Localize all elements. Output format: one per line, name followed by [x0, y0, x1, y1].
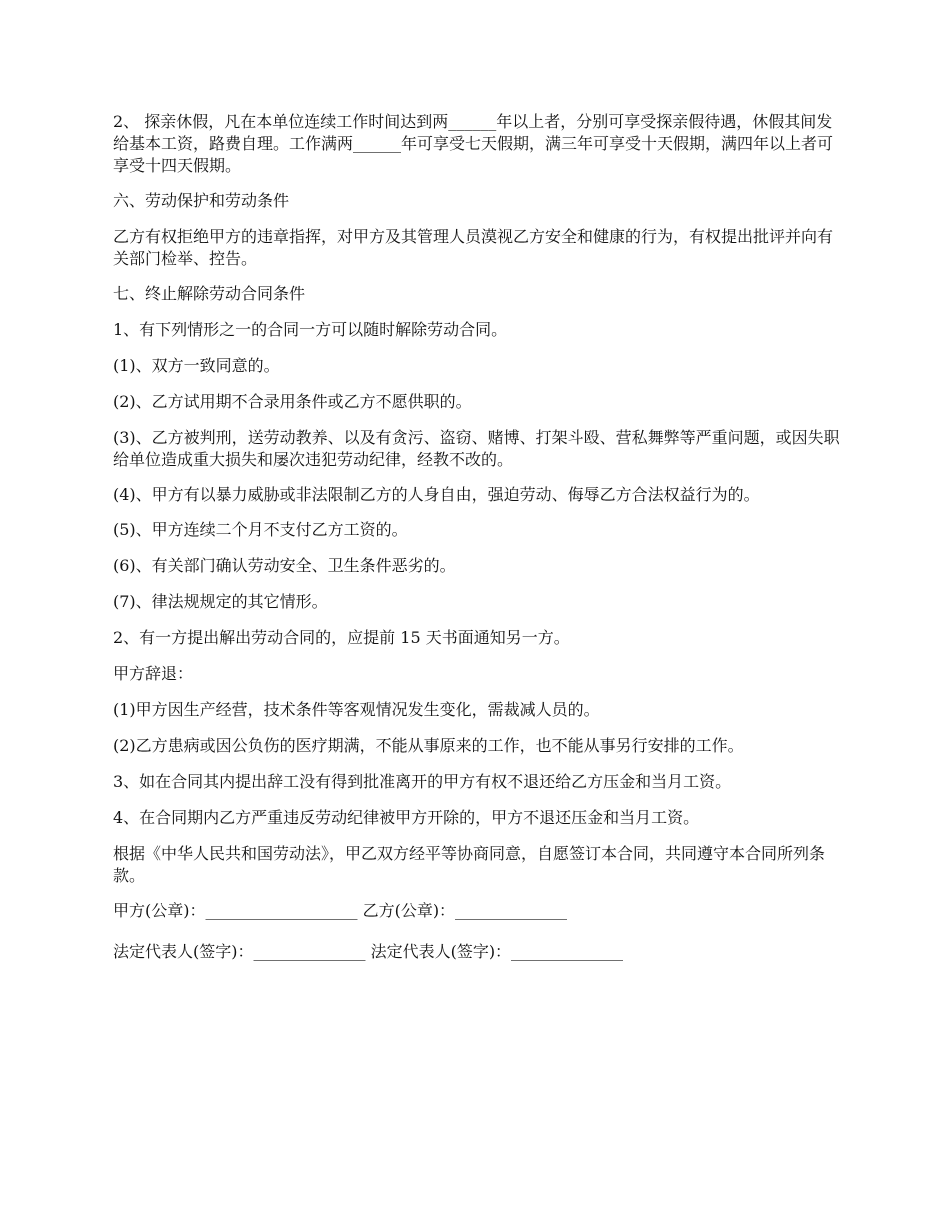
section-heading-termination: 七、终止解除劳动合同条件	[113, 284, 306, 303]
paragraph-termination-intro: 1、有下列情形之一的合同一方可以随时解除劳动合同。	[113, 320, 508, 339]
document-body	[113, 111, 841, 982]
dismissal-item-2: (2)乙方患病或因公负伤的医疗期满，不能从事原来的工作，也不能从事另行安排的工作。	[113, 736, 744, 755]
list-item-3: (3)、乙方被判刑，送劳动教养、以及有贪污、盗窃、赌博、打架斗殴、营私舞弊等严重问题，或因失职给单位造成重大损失和屡次违犯劳动纪律，经教不改的。	[113, 428, 840, 469]
list-item-4: (4)、甲方有以暴力威胁或非法限制乙方的人身自由，强迫劳动、侮辱乙方合法权益行为的。	[113, 485, 760, 504]
list-item-6: (6)、有关部门确认劳动安全、卫生条件恶劣的。	[113, 556, 456, 575]
list-item-1: (1)、双方一致同意的。	[113, 356, 280, 375]
dismissal-item-1: (1)甲方因生产经营，技术条件等客观情况发生变化，需裁减人员的。	[113, 700, 600, 719]
paragraph-notice-period: 2、有一方提出解出劳动合同的，应提前 15 天书面通知另一方。	[113, 628, 570, 647]
signature-representative-lines: 法定代表人(签字)：______________ 法定代表人(签字)：______________	[113, 942, 624, 961]
paragraph-dismissal-heading: 甲方辞退：	[113, 664, 194, 683]
paragraph-right-to-refuse: 乙方有权拒绝甲方的违章指挥，对甲方及其管理人员漠视乙方安全和健康的行为，有权提出批评并向有关部门检举、控告。	[113, 227, 834, 268]
list-item-5: (5)、甲方连续二个月不支付乙方工资的。	[113, 520, 408, 539]
signature-row-seals	[113, 900, 841, 922]
list-item-2: (2)、乙方试用期不合录用条件或乙方不愿供职的。	[113, 392, 472, 411]
list-item-7: (7)、律法规规定的其它情形。	[113, 592, 328, 611]
paragraph-unapproved-resignation: 3、如在合同其内提出辞工没有得到批准离开的甲方有权不退还给乙方压金和当月工资。	[113, 772, 732, 791]
paragraph-home-leave: 2、 探亲休假，凡在本单位连续工作时间达到两______年以上者，分别可享受探亲假待遇，休假其间发给基本工资，路费自理。工作满两______年可享受七天假期，满三年可享受十天假期，满四年以上者可享受十四天假期。	[113, 112, 834, 175]
section-heading-labor-protection: 六、劳动保护和劳动条件	[113, 191, 290, 210]
paragraph-agreement-statement: 根据《中华人民共和国劳动法》，甲乙双方经平等协商同意，自愿签订本合同，共同遵守本合同所列条款。	[113, 844, 826, 885]
signature-seal-lines: 甲方(公章)：___________________ 乙方(公章)：______________	[113, 901, 568, 920]
signature-row-representatives	[113, 941, 841, 963]
paragraph-discipline-dismissal: 4、在合同期内乙方严重违反劳动纪律被甲方开除的，甲方不退还压金和当月工资。	[113, 808, 700, 827]
